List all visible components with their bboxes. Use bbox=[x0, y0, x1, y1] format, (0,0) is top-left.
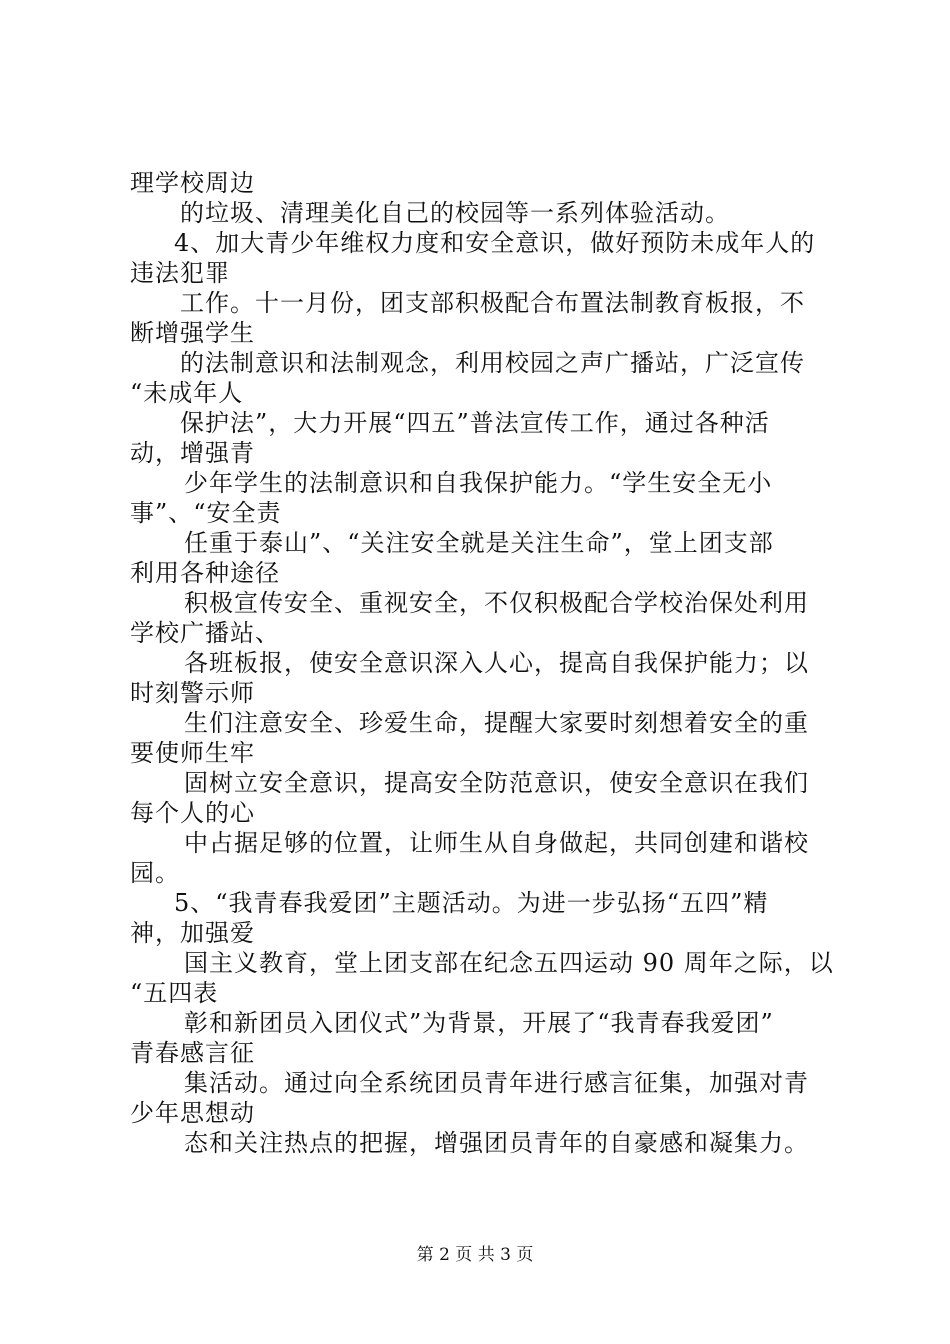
text-line: 固树立安全意识，提高安全防范意识，使安全意识在我们 bbox=[184, 769, 809, 797]
text-line: 学校广播站、 bbox=[130, 619, 280, 647]
text-line: 动，增强青 bbox=[130, 439, 255, 467]
text-line: 工作。十一月份，团支部积极配合布置法制教育板报，不 bbox=[180, 289, 805, 317]
text-line: 各班板报，使安全意识深入人心，提高自我保护能力；以 bbox=[184, 649, 809, 677]
text-line: 彰和新团员入团仪式”为背景，开展了“我青春我爱团” bbox=[184, 1009, 774, 1037]
text-line: 态和关注热点的把握，增强团员青年的自豪感和凝集力。 bbox=[184, 1129, 809, 1157]
text-line: 生们注意安全、珍爱生命，提醒大家要时刻想着安全的重 bbox=[184, 709, 809, 737]
text-line: 事”、“安全责 bbox=[130, 499, 282, 527]
text-line: 保护法”，大力开展“四五”普法宣传工作，通过各种活 bbox=[180, 409, 770, 437]
text-line: 理学校周边 bbox=[130, 169, 255, 197]
text-line: 违法犯罪 bbox=[130, 259, 230, 287]
text-line: 少年学生的法制意识和自我保护能力。“学生安全无小 bbox=[184, 469, 773, 497]
text-line: 青春感言征 bbox=[130, 1039, 255, 1067]
page-number-footer: 第 2 页 共 3 页 bbox=[416, 1245, 534, 1265]
text-line: 的法制意识和法制观念，利用校园之声广播站，广泛宣传 bbox=[180, 349, 805, 377]
text-line: 要使师生牢 bbox=[130, 739, 255, 767]
text-line: 积极宣传安全、重视安全，不仅积极配合学校治保处利用 bbox=[184, 589, 809, 617]
text-line: 利用各种途径 bbox=[130, 559, 280, 587]
text-line: 4、加大青少年维权力度和安全意识，做好预防未成年人的 bbox=[174, 229, 816, 257]
text-line: “未成年人 bbox=[130, 379, 244, 407]
text-line: 断增强学生 bbox=[130, 319, 255, 347]
text-line: 任重于泰山”、“关注安全就是关注生命”，堂上团支部 bbox=[184, 529, 774, 557]
text-line: 中占据足够的位置，让师生从自身做起，共同创建和谐校 bbox=[184, 829, 809, 857]
text-line: 时刻警示师 bbox=[130, 679, 255, 707]
text-line: 的垃圾、清理美化自己的校园等一系列体验活动。 bbox=[180, 199, 730, 227]
text-line: 集活动。通过向全系统团员青年进行感言征集，加强对青 bbox=[184, 1069, 809, 1097]
text-line: 5、“我青春我爱团”主题活动。为进一步弘扬“五四”精 bbox=[174, 889, 769, 917]
text-line: 园。 bbox=[130, 859, 180, 887]
document-body bbox=[130, 168, 850, 1158]
text-line: 少年思想动 bbox=[130, 1099, 255, 1127]
text-line: “五四表 bbox=[130, 979, 219, 1007]
text-line: 国主义教育，堂上团支部在纪念五四运动 90 周年之际，以 bbox=[184, 949, 834, 977]
text-line: 每个人的心 bbox=[130, 799, 255, 827]
text-line: 神，加强爱 bbox=[130, 919, 255, 947]
